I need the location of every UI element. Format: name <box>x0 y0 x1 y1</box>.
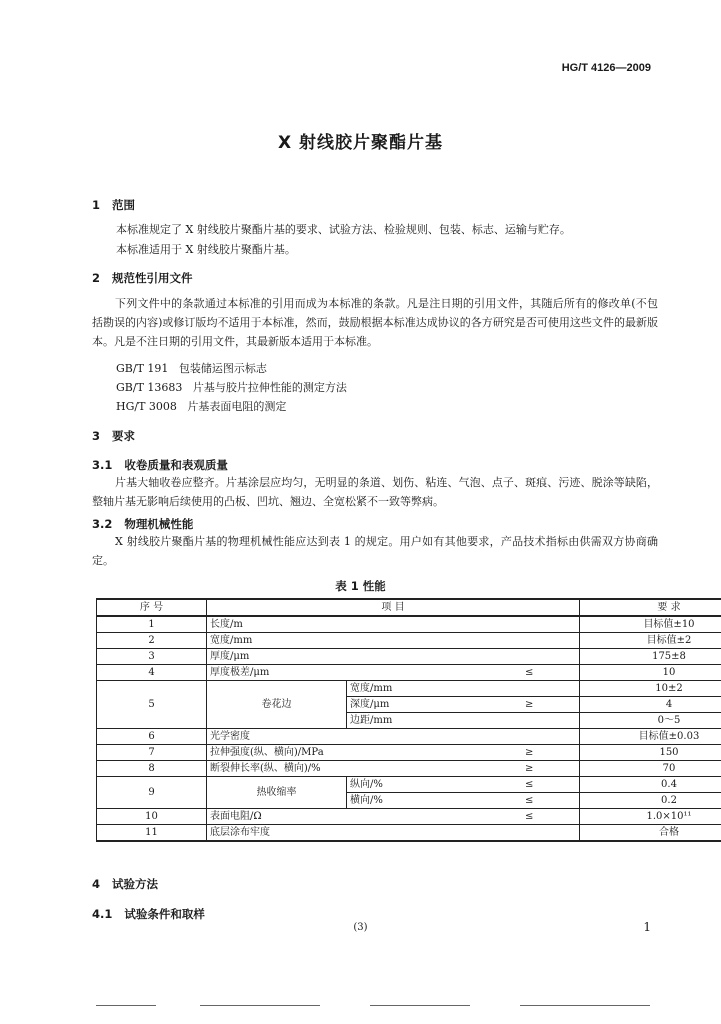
row-item: 长度/m <box>207 616 580 633</box>
section-number: 4.1 <box>92 907 113 921</box>
row-requirement: 0.2 <box>580 793 721 809</box>
section-3-1-paragraph: 片基大轴收卷应整齐。片基涂层应均匀，无明显的条道、划伤、粘连、气泡、点子、斑痕、污迹、脱涂等缺陷，整轴片基无影响后续使用的凸板、凹坑、翘边、全宽松紧不一致等弊病。 <box>92 476 658 508</box>
table-row <box>97 649 721 665</box>
row-item: 热收缩率 <box>207 777 347 809</box>
page-code: (3) <box>353 922 368 933</box>
row-subitem: 边距/mm <box>347 713 480 729</box>
row-no: 10 <box>97 809 207 825</box>
reference-code: HG/T 3008 <box>116 400 177 413</box>
row-item: 表面电阻/Ω <box>207 809 480 825</box>
section-number: 3 <box>92 429 101 443</box>
document-title: X 射线胶片聚酯片基 <box>277 133 444 153</box>
header-item: 项 目 <box>207 599 580 616</box>
row-operator: ≤ <box>480 777 580 793</box>
section-2-heading <box>92 270 193 286</box>
table-row <box>97 616 721 633</box>
row-no: 7 <box>97 745 207 761</box>
reference-name: 片基表面电阻的测定 <box>187 400 287 413</box>
row-subitem: 深度/μm <box>347 697 480 713</box>
table-row <box>97 681 721 697</box>
table-row <box>97 665 721 681</box>
table-row <box>97 809 721 825</box>
row-operator: ≥ <box>480 745 580 761</box>
section-title: 收卷质量和表观质量 <box>124 458 228 472</box>
row-requirement: 150 <box>580 745 721 761</box>
row-no: 11 <box>97 825 207 842</box>
reference-item <box>116 398 286 414</box>
table-row <box>97 745 721 761</box>
row-requirement: 0～5 <box>580 713 721 729</box>
row-subitem: 纵向/% <box>347 777 480 793</box>
section-number: 3.1 <box>92 458 113 472</box>
page-number: 1 <box>643 920 651 934</box>
section-number: 1 <box>92 198 101 212</box>
row-requirement: 0.4 <box>580 777 721 793</box>
table-row <box>97 729 721 745</box>
section-title: 范围 <box>112 198 136 212</box>
row-no: 6 <box>97 729 207 745</box>
section-title: 试验方法 <box>112 877 159 891</box>
row-operator: ≤ <box>480 809 580 825</box>
section-title: 试验条件和取样 <box>124 907 205 921</box>
row-no: 2 <box>97 633 207 649</box>
row-subitem: 宽度/mm <box>347 681 480 697</box>
reference-name: 包装储运图示标志 <box>178 362 267 375</box>
section-1-para-2: 本标准适用于 X 射线胶片聚酯片基。 <box>116 243 296 256</box>
row-requirement: 目标值±0.03 <box>580 729 721 745</box>
section-number: 2 <box>92 271 101 285</box>
row-requirement: 175±8 <box>580 649 721 665</box>
row-operator: ≤ <box>480 793 580 809</box>
section-1-para-1: 本标准规定了 X 射线胶片聚酯片基的要求、试验方法、检验规则、包装、标志、运输与贮存。 <box>116 223 571 236</box>
performance-table <box>96 598 721 842</box>
table-caption: 表 1 性能 <box>335 579 386 593</box>
header-requirement: 要 求 <box>580 599 721 616</box>
row-no: 5 <box>97 681 207 729</box>
row-operator: ≤ <box>480 665 580 681</box>
row-item: 拉伸强度(纵、横向)/MPa <box>207 745 480 761</box>
row-no: 3 <box>97 649 207 665</box>
row-item: 断裂伸长率(纵、横向)/% <box>207 761 480 777</box>
bottom-divider <box>520 1005 650 1006</box>
bottom-divider <box>370 1005 470 1006</box>
row-requirement: 10 <box>580 665 721 681</box>
section-title: 规范性引用文件 <box>112 271 193 285</box>
section-title: 要求 <box>112 429 136 443</box>
section-3-1-heading <box>92 457 228 473</box>
row-item: 卷花边 <box>207 681 347 729</box>
row-no: 4 <box>97 665 207 681</box>
standard-number: HG/T 4126—2009 <box>561 62 651 74</box>
reference-item <box>116 360 267 376</box>
row-requirement: 1.0×10¹¹ <box>580 809 721 825</box>
row-no: 1 <box>97 616 207 633</box>
row-item: 厚度极差/μm <box>207 665 480 681</box>
reference-item <box>116 379 347 395</box>
section-4-1-heading <box>92 906 205 922</box>
row-no: 9 <box>97 777 207 809</box>
section-3-2-heading <box>92 516 193 532</box>
row-operator: ≥ <box>480 761 580 777</box>
section-2-paragraph: 下列文件中的条款通过本标准的引用而成为本标准的条款。凡是注日期的引用文件，其随后所有的修改单(不包括勘误的内容)或修订版均不适用于本标准，然而，鼓励根据本标准达成协议的各方研究是否可使用这些文件的最新版本。凡是不注日期的引用文件，其最新版本适用于本标准。 <box>92 297 658 348</box>
header-no: 序 号 <box>97 599 207 616</box>
row-item: 光学密度 <box>207 729 580 745</box>
section-3-2-paragraph: X 射线胶片聚酯片基的物理机械性能应达到表 1 的规定。用户如有其他要求，产品技术指标由供需双方协商确定。 <box>92 535 658 567</box>
reference-code: GB/T 191 <box>116 362 169 375</box>
row-no: 8 <box>97 761 207 777</box>
row-item: 厚度/μm <box>207 649 580 665</box>
table-header-row <box>97 599 721 616</box>
table-row <box>97 761 721 777</box>
section-3-heading <box>92 428 135 444</box>
row-requirement: 合格 <box>580 825 721 842</box>
bottom-divider <box>96 1005 156 1006</box>
row-subitem: 横向/% <box>347 793 480 809</box>
row-requirement: 目标值±10 <box>580 616 721 633</box>
section-number: 4 <box>92 877 101 891</box>
row-requirement: 10±2 <box>580 681 721 697</box>
bottom-divider <box>200 1005 320 1006</box>
section-title: 物理机械性能 <box>124 517 194 531</box>
row-requirement: 70 <box>580 761 721 777</box>
reference-name: 片基与胶片拉伸性能的测定方法 <box>192 381 347 394</box>
row-operator <box>480 681 580 697</box>
section-number: 3.2 <box>92 517 113 531</box>
section-1-heading <box>92 197 135 213</box>
row-item: 宽度/mm <box>207 633 580 649</box>
table-row <box>97 633 721 649</box>
row-operator <box>480 713 580 729</box>
row-operator: ≥ <box>480 697 580 713</box>
section-4-heading <box>92 876 158 892</box>
row-requirement: 4 <box>580 697 721 713</box>
reference-code: GB/T 13683 <box>116 381 183 394</box>
row-item: 底层涂布牢度 <box>207 825 580 842</box>
table-row <box>97 825 721 842</box>
row-requirement: 目标值±2 <box>580 633 721 649</box>
table-row <box>97 777 721 793</box>
